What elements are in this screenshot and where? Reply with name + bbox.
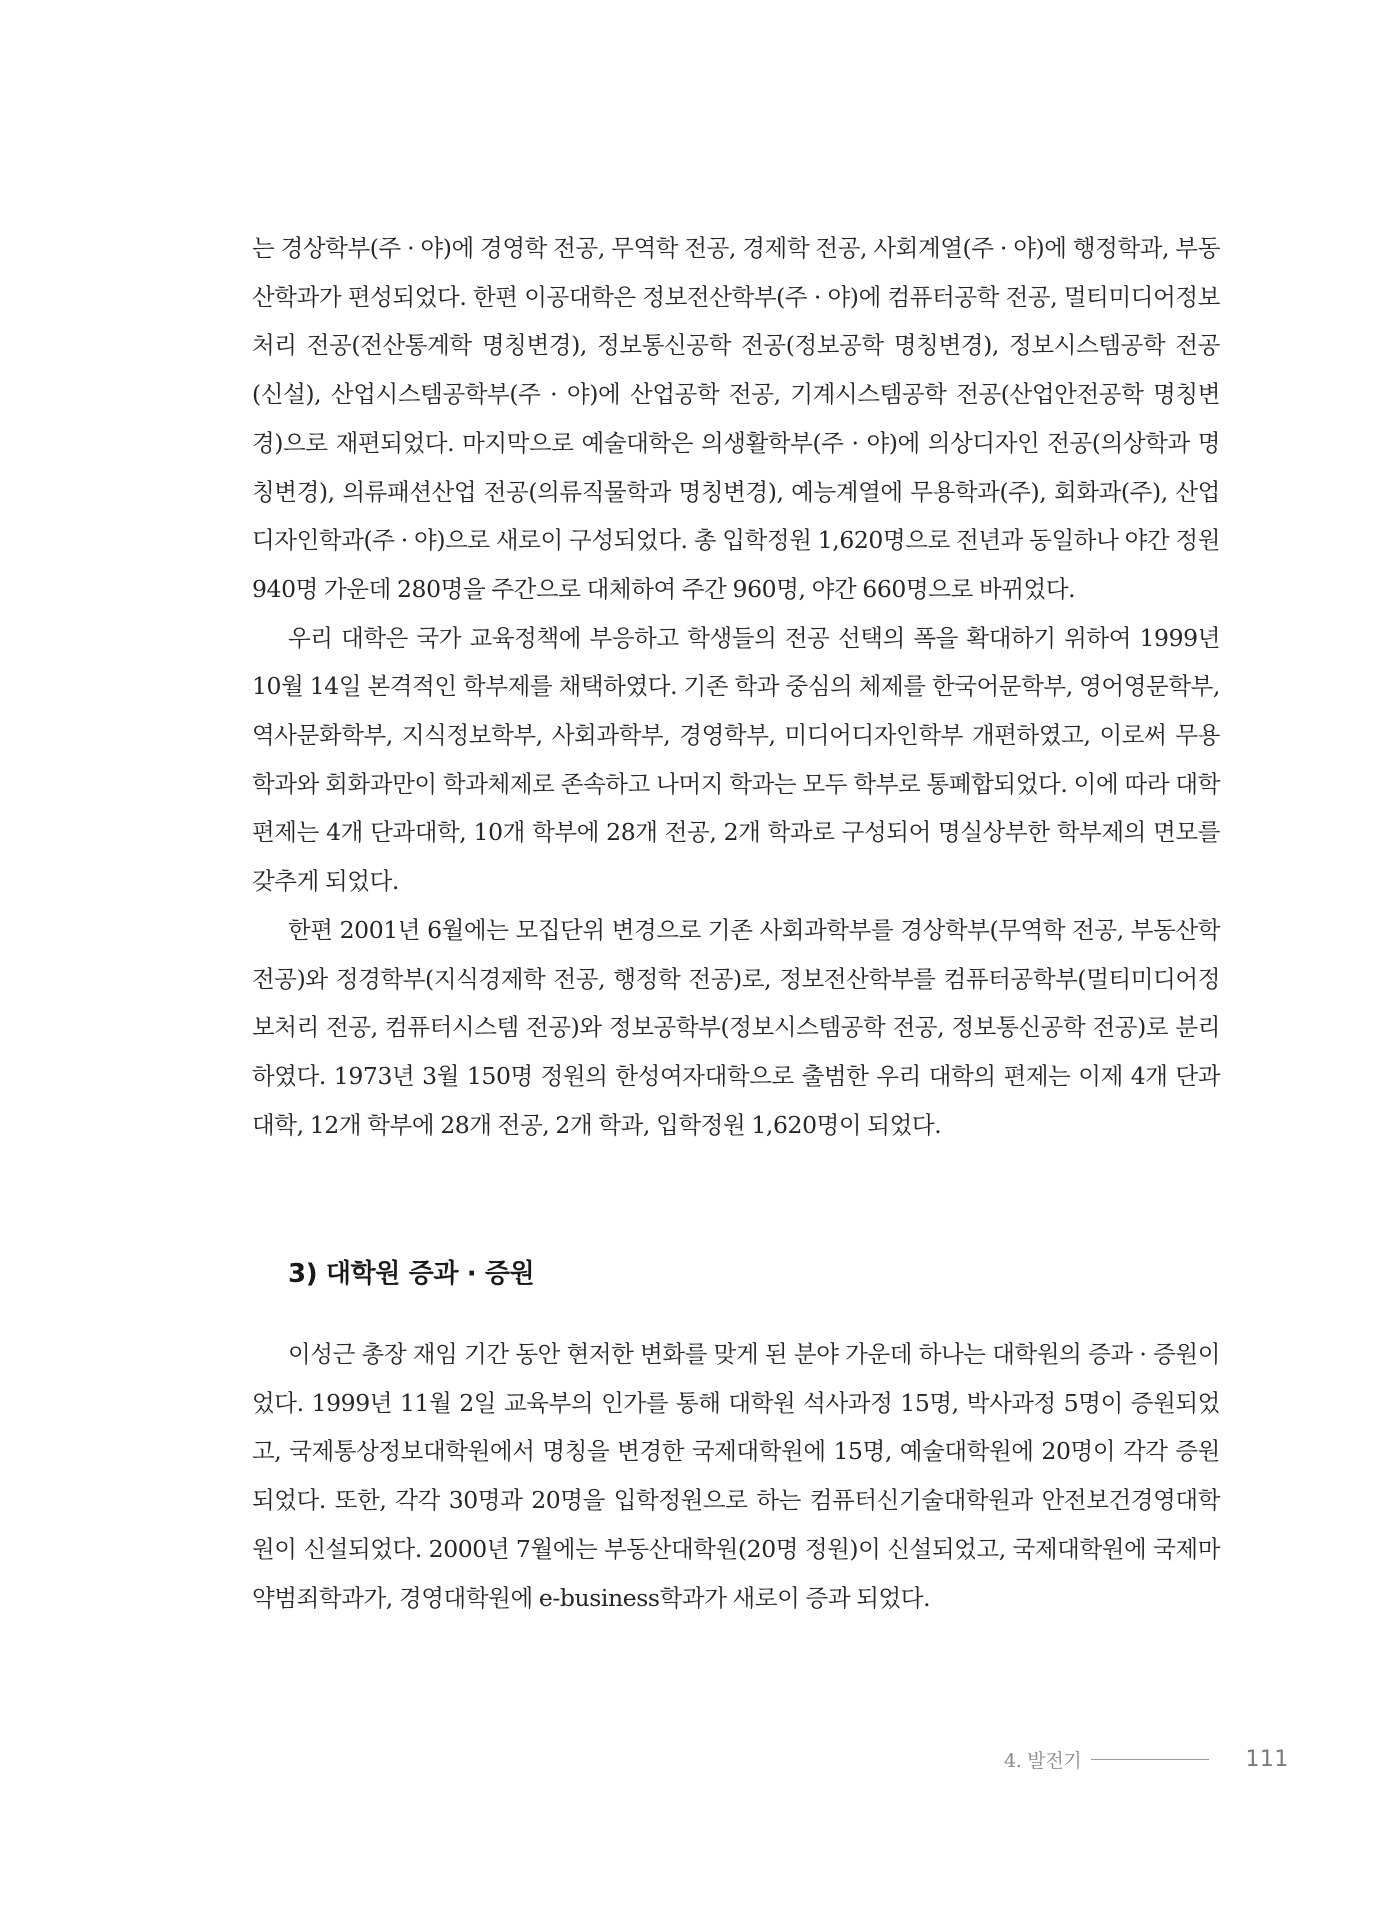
page-number: 111 xyxy=(1245,1746,1289,1772)
paragraph-2001-reorganization: 한편 2001년 6월에는 모집단위 변경으로 기존 사회과학부를 경상학부(무역학 전공, 부동산학 전공)와 정경학부(지식경제학 전공, 행정학 전공)로, 정보전산학부를 컴퓨터공학부(멀티미디어정보처리 전공, 컴퓨터시스템 전공)와 정보공학부(정보시스템공학 전공, 정보통신공학 전공)로 분리하였다. 1973년 3월 150명 정원의 한성여자대학으로 출범한 우리 대학의 편제는 이제 4개 단과대학, 12개 학부에 28개 전공, 2개 학과, 입학정원 1,620명이 되었다. xyxy=(252,915,1220,1139)
body-text-graduate xyxy=(252,1330,1220,1622)
body-text-upper xyxy=(252,224,1220,1149)
paragraph-graduate-expansion: 이성근 총장 재임 기간 동안 현저한 변화를 맞게 된 분야 가운데 하나는 대학원의 증과 · 증원이었다. 1999년 11월 2일 교육부의 인가를 통해 대학원 석사과정 15명, 박사과정 5명이 증원되었고, 국제통상정보대학원에서 명칭을 변경한 국제대학원에 15명, 예술대학원에 20명이 각각 증원되었다. 또한, 각각 30명과 20명을 입학정원으로 하는 컴퓨터신기술대학원과 안전보건경영대학원이 신설되었다. 2000년 7월에는 부동산대학원(20명 정원)이 신설되었고, 국제대학원에 국제마약범죄학과가, 경영대학원에 e-business학과가 새로이 증과 되었다. xyxy=(252,1340,1220,1612)
paragraph-faculty-system: 우리 대학은 국가 교육정책에 부응하고 학생들의 전공 선택의 폭을 확대하기 위하여 1999년 10월 14일 본격적인 학부제를 채택하였다. 기존 학과 중심의 체제를 한국어문학부, 영어영문학부, 역사문화학부, 지식정보학부, 사회과학부, 경영학부, 미디어디자인학부 개편하였고, 이로써 무용학과와 회화과만이 학과체제로 존속하고 나머지 학과는 모두 학부로 통폐합되었다. 이에 따라 대학편제는 4개 단과대학, 10개 학부에 28개 전공, 2개 학과로 구성되어 명실상부한 학부제의 면모를 갖추게 되었다. xyxy=(252,623,1220,896)
paragraph-continued: 는 경상학부(주 · 야)에 경영학 전공, 무역학 전공, 경제학 전공, 사회계열(주 · 야)에 행정학과, 부동산학과가 편성되었다. 한편 이공대학은 정보전산학부(주 · 야)에 컴퓨터공학 전공, 멀티미디어정보처리 전공(전산통계학 명칭변경), 정보통신공학 전공(정보공학 명칭변경), 정보시스템공학 전공(신설), 산업시스템공학부(주 · 야)에 산업공학 전공, 기계시스템공학 전공(산업안전공학 명칭변경)으로 재편되었다. 마지막으로 예술대학은 의생활학부(주 · 야)에 의상디자인 전공(의상학과 명칭변경), 의류패션산업 전공(의류직물학과 명칭변경), 예능계열에 무용학과(주), 회화과(주), 산업디자인학과(주 · 야)으로 새로이 구성되었다. 총 입학정원 1,620명으로 전년과 동일하나 야간 정원 940명 가운데 280명을 주간으로 대체하여 주간 960명, 야간 660명으로 바뀌었다. xyxy=(252,234,1220,603)
footer-rule xyxy=(1091,1759,1209,1760)
section-heading: 3) 대학원 증과 · 증원 xyxy=(288,1259,535,1289)
page-footer xyxy=(1004,1744,1289,1774)
running-chapter-title: 4. 발전기 xyxy=(1004,1749,1082,1772)
